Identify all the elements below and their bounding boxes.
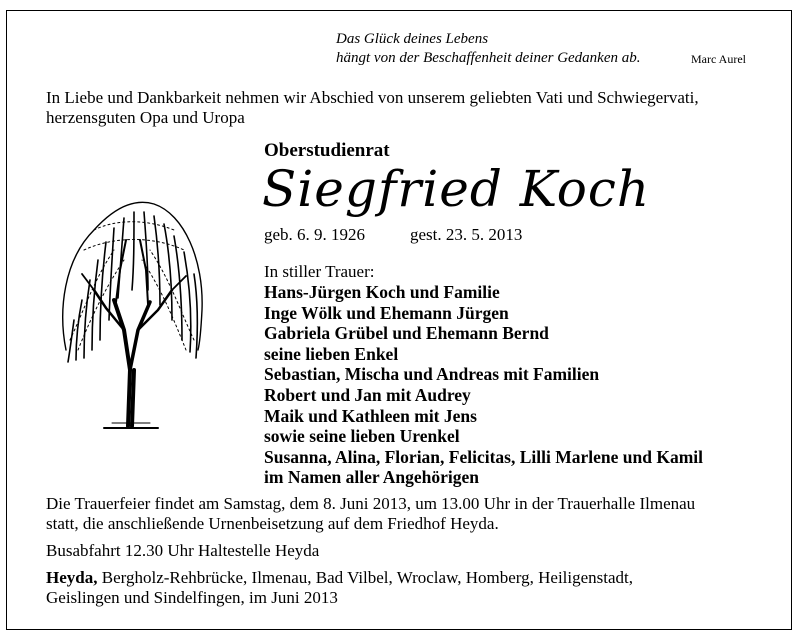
mourner-line: seine lieben Enkel	[264, 343, 399, 364]
mourner-line: Sebastian, Mischa und Andreas mit Familien	[264, 364, 600, 385]
death-date: gest. 23. 5. 2013	[410, 225, 523, 244]
quote-author: Marc Aurel	[691, 52, 746, 66]
quote-line-1: Das Glück deines Lebens	[336, 31, 489, 47]
willow-tree-icon	[54, 190, 210, 430]
places-rest: Bergholz-Rehbrücke, Ilmenau, Bad Vilbel, Wroclaw, Homberg, Heiligenstadt,	[101, 568, 634, 587]
funeral-line-1: Die Trauerfeier findet am Samstag, dem 8. Juni 2013, um 13.00 Uhr in der Trauerhalle Ilmenau	[46, 494, 696, 513]
deceased-title: Oberstudienrat	[264, 140, 390, 161]
mourner-line: Hans-Jürgen Koch und Familie	[264, 282, 500, 302]
intro-line-2: herzensguten Opa und Uropa	[46, 108, 245, 127]
places-line-2: Geislingen und Sindelfingen, im Juni 2013	[46, 588, 338, 607]
mourners-list	[264, 282, 703, 488]
mourner-line: Maik und Kathleen mit Jens	[264, 405, 477, 426]
bus-info: Busabfahrt 12.30 Uhr Haltestelle Heyda	[46, 541, 320, 560]
deceased-name: Siegfried Koch	[262, 160, 651, 218]
mourner-line: Robert und Jan mit Audrey	[264, 384, 471, 405]
intro-line-1: In Liebe und Dankbarkeit nehmen wir Abschied von unserem geliebten Vati und Schwiegervati,	[46, 88, 699, 107]
birth-date: geb. 6. 9. 1926	[264, 225, 366, 244]
mourner-line: sowie seine lieben Urenkel	[264, 426, 460, 447]
places-lead: Heyda,	[46, 568, 98, 587]
quote-line-2: hängt von der Beschaffenheit deiner Gedanken ab.	[336, 50, 641, 66]
funeral-line-2: statt, die anschließende Urnenbeisetzung auf dem Friedhof Heyda.	[46, 514, 499, 533]
places-line-1	[46, 567, 633, 588]
mourning-label: In stiller Trauer:	[264, 262, 375, 281]
mourner-line: Gabriela Grübel und Ehemann Bernd	[264, 323, 549, 344]
mourner-line: im Namen aller Angehörigen	[264, 467, 480, 488]
mourner-line: Inge Wölk und Ehemann Jürgen	[264, 302, 509, 323]
mourner-line: Susanna, Alina, Florian, Felicitas, Lilli Marlene und Kamil	[264, 446, 704, 467]
